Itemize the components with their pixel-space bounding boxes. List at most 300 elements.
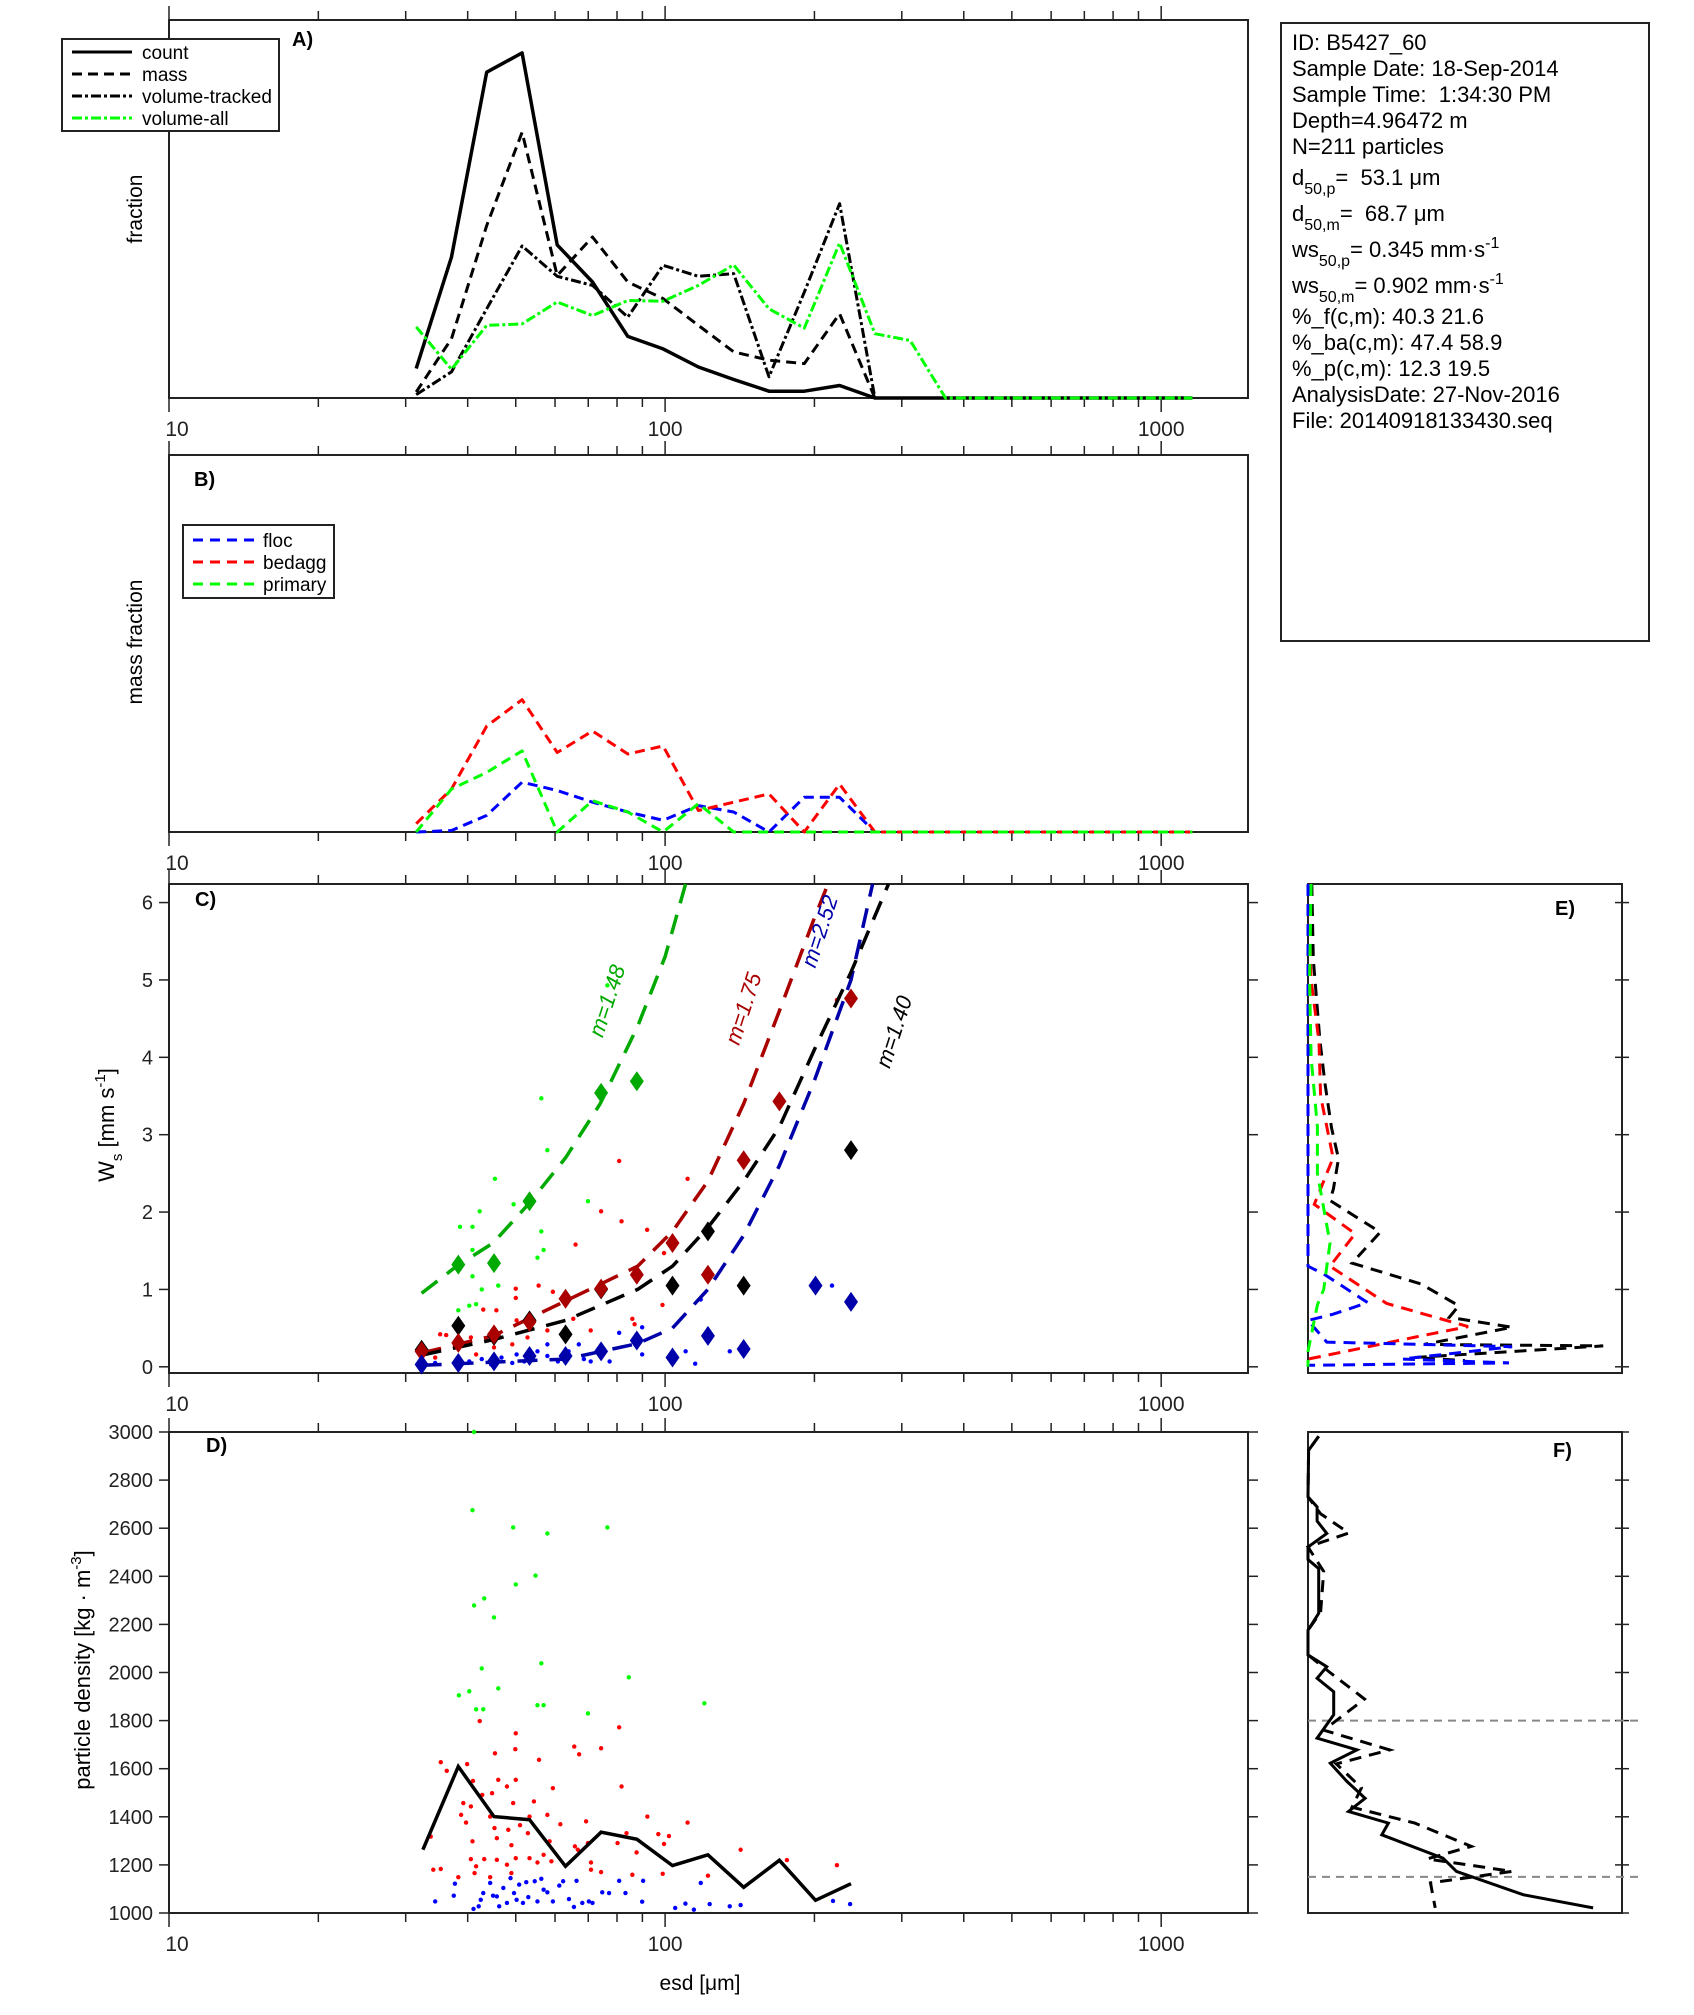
particle-point xyxy=(599,1209,603,1213)
particle-point xyxy=(496,1686,500,1690)
particle-point xyxy=(511,1525,515,1529)
y-tick-label: 1200 xyxy=(108,1854,153,1877)
particle-point xyxy=(706,1874,710,1878)
binned-mean-diamond xyxy=(415,1354,429,1374)
binned-mean-diamond xyxy=(701,1221,715,1241)
particle-point xyxy=(541,1853,545,1857)
panel-label-f: F) xyxy=(1553,1440,1572,1462)
particle-point xyxy=(619,1784,623,1788)
y-tick-label: 2000 xyxy=(108,1662,153,1685)
particle-point xyxy=(470,1508,474,1512)
binned-mean-diamond xyxy=(701,1326,715,1346)
x-tick-label: 100 xyxy=(647,852,683,875)
particle-point xyxy=(496,1778,500,1782)
particle-point xyxy=(513,1747,517,1751)
x-tick-label: 1000 xyxy=(1137,418,1185,441)
panel-label-c: C) xyxy=(195,889,217,911)
particle-point xyxy=(514,1296,518,1300)
panel-frame-f xyxy=(1308,1432,1622,1913)
particle-point xyxy=(514,1856,518,1860)
binned-mean-diamond xyxy=(559,1324,573,1344)
particle-point xyxy=(617,1159,621,1163)
y-tick-label: 5 xyxy=(141,969,153,992)
y-tick-label: 2200 xyxy=(108,1614,153,1637)
particle-point xyxy=(433,1899,437,1903)
particle-point xyxy=(640,1325,644,1329)
particle-point xyxy=(574,1879,578,1883)
particle-point xyxy=(514,1286,518,1290)
y-axis-label-d xyxy=(68,1550,95,1790)
particle-point xyxy=(541,1703,545,1707)
particle-point xyxy=(471,1907,475,1911)
particle-point xyxy=(634,1850,638,1854)
info-d50p xyxy=(1292,160,1648,196)
particle-point xyxy=(514,1778,518,1782)
info-pct-f: %_f(c,m): 40.3 21.6 xyxy=(1292,304,1484,329)
y-axis-label-b: mass fraction xyxy=(124,579,147,705)
particle-point xyxy=(496,1283,500,1287)
particle-point xyxy=(573,1242,577,1246)
particle-point xyxy=(617,1879,621,1883)
panel-frame-c xyxy=(169,884,1248,1373)
particle-point xyxy=(532,1799,536,1803)
info-sample-time: Sample Time: 1:34:30 PM xyxy=(1292,82,1552,107)
x-tick-label: 1000 xyxy=(1137,1393,1185,1416)
series-line-count xyxy=(416,53,1192,398)
particle-point xyxy=(514,1582,518,1586)
particle-point xyxy=(630,1873,634,1877)
info-pct-p: %_p(c,m): 12.3 19.5 xyxy=(1292,356,1491,381)
particle-point xyxy=(640,1352,644,1356)
particle-point xyxy=(524,1880,528,1884)
particle-point xyxy=(464,1820,468,1824)
x-tick-label: 1000 xyxy=(1137,1933,1185,1956)
info-analysis-date: AnalysisDate: 27-Nov-2016 xyxy=(1292,382,1560,407)
particle-point xyxy=(481,1307,485,1311)
particle-point xyxy=(692,1907,696,1911)
particle-point xyxy=(505,1862,509,1866)
particle-point xyxy=(472,1603,476,1607)
particle-point xyxy=(835,1863,839,1867)
y-tick-label: 3 xyxy=(141,1124,153,1147)
particle-point xyxy=(645,1228,649,1232)
series-line-bedagg xyxy=(416,700,1192,832)
info-file: File: 20140918133430.seq xyxy=(1292,408,1553,433)
particle-point xyxy=(492,1345,496,1349)
binned-mean-diamond xyxy=(594,1083,608,1103)
y-label-d-sup: -3 xyxy=(68,1556,85,1570)
info-sample-date: Sample Date: 18-Sep-2014 xyxy=(1292,56,1559,81)
particle-point xyxy=(510,1342,514,1346)
particle-point xyxy=(459,1813,463,1817)
mean-density-line xyxy=(423,1767,851,1901)
particle-point xyxy=(445,1769,449,1773)
info-d50m-sub: 50,m xyxy=(1304,217,1340,234)
panel-label-d: D) xyxy=(206,1435,228,1457)
particle-point xyxy=(615,1841,619,1845)
binned-mean-diamond xyxy=(451,1316,465,1336)
binned-mean-diamond xyxy=(737,1339,751,1359)
particle-point xyxy=(545,1531,549,1535)
particle-point xyxy=(514,1898,518,1902)
particle-point xyxy=(433,1355,437,1359)
binned-mean-diamond xyxy=(487,1351,501,1371)
particle-point xyxy=(510,1361,514,1365)
binned-mean-diamond xyxy=(666,1348,680,1368)
particle-point xyxy=(474,1707,478,1711)
y-label-c-base: W xyxy=(94,1161,119,1182)
particle-point xyxy=(453,1881,457,1885)
particle-point xyxy=(584,1819,588,1823)
particle-point xyxy=(599,1870,603,1874)
x-tick-label: 100 xyxy=(647,1933,683,1956)
info-ws50p-sup: -1 xyxy=(1485,235,1500,252)
profile-line xyxy=(1312,884,1603,1361)
y-label-d-base: particle density [kg · m xyxy=(70,1569,95,1790)
particle-point xyxy=(545,1813,549,1817)
particle-point xyxy=(470,1248,474,1252)
particle-point xyxy=(526,1895,530,1899)
particle-point xyxy=(567,1897,571,1901)
particle-point xyxy=(619,1219,623,1223)
particle-point xyxy=(509,1871,513,1875)
particle-point xyxy=(461,1801,465,1805)
particle-point xyxy=(590,1901,594,1905)
x-tick-label: 10 xyxy=(165,1393,189,1416)
particle-point xyxy=(662,1251,666,1255)
particle-point xyxy=(527,1856,531,1860)
y-label-c-end: ] xyxy=(94,1068,119,1075)
particle-point xyxy=(474,1352,478,1356)
particle-point xyxy=(539,1661,543,1665)
info-ws50m xyxy=(1292,268,1648,304)
legend-b xyxy=(183,525,334,598)
particle-point xyxy=(707,1902,711,1906)
particle-point xyxy=(509,1843,513,1847)
y-label-c-sub: s xyxy=(109,1153,126,1162)
particle-point xyxy=(438,1332,442,1336)
x-tick-label: 10 xyxy=(165,418,189,441)
particle-point xyxy=(457,1693,461,1697)
info-depth: Depth=4.96472 m xyxy=(1292,108,1468,133)
y-tick-label: 1600 xyxy=(108,1758,153,1781)
y-label-d-end: ] xyxy=(70,1550,95,1557)
particle-point xyxy=(624,1831,628,1835)
particle-point xyxy=(431,1868,435,1872)
particle-point xyxy=(641,1879,645,1883)
particle-point xyxy=(517,1882,521,1886)
x-tick-label: 100 xyxy=(647,1393,683,1416)
binned-mean-diamond xyxy=(844,1292,858,1312)
particle-point xyxy=(495,1858,499,1862)
particle-point xyxy=(685,1820,689,1824)
fit-curve xyxy=(422,884,828,1353)
particle-point xyxy=(662,1842,666,1846)
particle-point xyxy=(479,1898,483,1902)
particle-point xyxy=(539,1229,543,1233)
binned-mean-diamond xyxy=(666,1276,680,1296)
fit-label: m=1.48 xyxy=(583,961,631,1040)
fit-label: m=1.40 xyxy=(870,992,918,1071)
particle-point xyxy=(536,1283,540,1287)
particle-point xyxy=(660,1303,664,1307)
info-ws50m-value: = 0.902 mm·s xyxy=(1354,273,1490,298)
profile-line xyxy=(1308,884,1512,1365)
particle-point xyxy=(465,1762,469,1766)
y-tick-label: 0 xyxy=(141,1356,153,1379)
info-pct-ba: %_ba(c,m): 47.4 58.9 xyxy=(1292,330,1503,355)
info-d50m-value: = 68.7 μm xyxy=(1339,201,1445,226)
particle-point xyxy=(474,1864,478,1868)
particle-point xyxy=(501,1886,505,1890)
particle-point xyxy=(533,1879,537,1883)
particle-point xyxy=(728,1349,732,1353)
particle-point xyxy=(589,1860,593,1864)
profile-line xyxy=(1308,884,1468,1359)
particle-point xyxy=(656,1832,660,1836)
particle-point xyxy=(848,1902,852,1906)
particle-point xyxy=(480,1666,484,1670)
x-tick-label: 10 xyxy=(165,1933,189,1956)
info-d50p-sub: 50,p xyxy=(1304,181,1336,198)
binned-mean-diamond xyxy=(809,1276,823,1296)
particle-point xyxy=(470,1839,474,1843)
fit-label: m=2.52 xyxy=(796,892,843,971)
y-tick-label: 6 xyxy=(141,892,153,915)
panel-label-b: B) xyxy=(194,469,216,491)
particle-point xyxy=(537,1758,541,1762)
binned-mean-diamond xyxy=(451,1353,465,1373)
particle-point xyxy=(444,1333,448,1337)
binned-mean-diamond xyxy=(666,1233,680,1253)
y-tick-label: 4 xyxy=(141,1047,153,1070)
legend-label-bedagg: bedagg xyxy=(263,553,327,574)
particle-point xyxy=(469,1804,473,1808)
particle-point xyxy=(617,1331,621,1335)
binned-mean-diamond xyxy=(737,1150,751,1170)
particle-point xyxy=(533,1573,537,1577)
particle-point xyxy=(558,1822,562,1826)
binned-mean-diamond xyxy=(487,1253,501,1273)
info-ws50m-sub: 50,m xyxy=(1318,289,1355,306)
particle-point xyxy=(572,1744,576,1748)
particle-point xyxy=(702,1701,706,1705)
y-tick-label: 3000 xyxy=(108,1422,153,1444)
particle-point xyxy=(539,1096,543,1100)
particle-point xyxy=(577,1342,581,1346)
particle-point xyxy=(493,1177,497,1181)
particle-point xyxy=(582,1357,586,1361)
particle-point xyxy=(456,1308,460,1312)
particle-point xyxy=(495,1894,499,1898)
particle-point xyxy=(541,1248,545,1252)
particle-point xyxy=(467,1303,471,1307)
particle-point xyxy=(521,1901,525,1905)
particle-point xyxy=(477,1904,481,1908)
particle-point xyxy=(645,1814,649,1818)
particle-point xyxy=(630,1317,634,1321)
info-ws50p-base: ws xyxy=(1292,237,1319,262)
particle-point xyxy=(607,1359,611,1363)
particle-point xyxy=(580,1901,584,1905)
series-line-mass xyxy=(416,132,1192,398)
particle-point xyxy=(557,1883,561,1887)
particle-point xyxy=(470,1274,474,1278)
fit-curve xyxy=(422,884,686,1293)
sample-info-box xyxy=(1280,22,1650,642)
particle-point xyxy=(728,1904,732,1908)
particle-point xyxy=(535,1899,539,1903)
panel-label-e: E) xyxy=(1555,898,1575,920)
info-id: ID: B5427_60 xyxy=(1292,30,1427,55)
particle-point xyxy=(482,1596,486,1600)
particle-point xyxy=(480,1287,484,1291)
particle-point xyxy=(511,1202,515,1206)
particle-point xyxy=(482,1857,486,1861)
particle-point xyxy=(535,1860,539,1864)
x-axis-label-d: esd [μm] xyxy=(659,1972,741,1995)
y-tick-label: 2400 xyxy=(108,1566,153,1589)
particle-point xyxy=(506,1828,510,1832)
particle-point xyxy=(551,1786,555,1790)
particle-point xyxy=(488,1875,492,1879)
particle-point xyxy=(785,1858,789,1862)
particle-point xyxy=(541,1887,545,1891)
particle-point xyxy=(535,1349,539,1353)
particle-point xyxy=(667,1834,671,1838)
binned-mean-diamond xyxy=(701,1265,715,1285)
series-line-primary xyxy=(416,751,1192,832)
profile-line xyxy=(1308,1436,1512,1908)
binned-mean-diamond xyxy=(844,1140,858,1160)
particle-point xyxy=(685,1177,689,1181)
x-tick-label: 10 xyxy=(165,852,189,875)
y-label-c-mid: [mm s xyxy=(94,1087,119,1154)
y-tick-label: 2800 xyxy=(108,1470,153,1493)
series-line-volume-all xyxy=(416,243,1192,398)
panel-frame-a xyxy=(169,20,1248,398)
particle-point xyxy=(605,1525,609,1529)
particle-point xyxy=(683,1901,687,1905)
particle-point xyxy=(467,1689,471,1693)
panel-frame-b xyxy=(169,455,1248,832)
legend-label-count: count xyxy=(142,43,189,64)
particle-point xyxy=(589,1868,593,1872)
particle-point xyxy=(492,1615,496,1619)
particle-point xyxy=(469,1335,473,1339)
particle-point xyxy=(549,1859,553,1863)
particle-point xyxy=(693,1362,697,1366)
info-particle-count: N=211 particles xyxy=(1292,134,1444,159)
panel-frame-e xyxy=(1308,884,1622,1373)
particle-point xyxy=(491,1893,495,1897)
particle-point xyxy=(526,1831,530,1835)
particle-point xyxy=(456,1875,460,1879)
particle-point xyxy=(488,1881,492,1885)
particle-point xyxy=(499,1355,503,1359)
particle-point xyxy=(535,1703,539,1707)
info-d50m xyxy=(1292,196,1648,232)
info-d50m-base: d xyxy=(1292,201,1305,226)
particle-point xyxy=(514,1731,518,1735)
y-tick-label: 1000 xyxy=(108,1903,153,1925)
particle-point xyxy=(586,1199,590,1203)
legend-label-volume-tracked: volume-tracked xyxy=(142,87,272,108)
particle-point xyxy=(472,1430,476,1434)
legend-a xyxy=(62,39,279,131)
particle-point xyxy=(699,1881,703,1885)
binned-mean-diamond xyxy=(630,1331,644,1351)
particle-point xyxy=(627,1675,631,1679)
legend-label-floc: floc xyxy=(263,531,293,552)
particle-point xyxy=(683,1349,687,1353)
particle-point xyxy=(469,1857,473,1861)
y-tick-label: 1400 xyxy=(108,1806,153,1829)
particle-point xyxy=(511,1801,515,1805)
particle-point xyxy=(494,1308,498,1312)
y-tick-label: 1 xyxy=(141,1279,153,1302)
particle-point xyxy=(478,1209,482,1213)
y-tick-label: 2600 xyxy=(108,1518,153,1541)
x-tick-label: 1000 xyxy=(1137,852,1185,875)
binned-mean-diamond xyxy=(559,1346,573,1366)
particle-point xyxy=(738,1903,742,1907)
particle-point xyxy=(588,1359,592,1363)
particle-point xyxy=(492,1826,496,1830)
particle-point xyxy=(493,1751,497,1755)
particle-point xyxy=(525,1335,529,1339)
y-axis-label-c xyxy=(92,1068,126,1182)
info-d50p-base: d xyxy=(1292,165,1305,190)
particle-point xyxy=(514,1352,518,1356)
binned-mean-diamond xyxy=(559,1289,573,1309)
info-ws50p-sub: 50,p xyxy=(1318,253,1351,270)
particle-point xyxy=(586,1711,590,1715)
particle-point xyxy=(478,1719,482,1723)
particle-point xyxy=(497,1904,501,1908)
particle-point xyxy=(472,1871,476,1875)
particle-point xyxy=(632,1322,636,1326)
particle-point xyxy=(551,1899,555,1903)
particle-point xyxy=(545,1342,549,1346)
particle-point xyxy=(661,1872,665,1876)
particle-point xyxy=(830,1283,834,1287)
particle-point xyxy=(539,1877,543,1881)
panel-frame-d xyxy=(169,1432,1248,1913)
particle-point xyxy=(535,1256,539,1260)
particle-point xyxy=(600,1890,604,1894)
series-line-volume-tracked xyxy=(416,204,1192,398)
binned-mean-diamond xyxy=(844,989,858,1009)
particle-point xyxy=(439,1867,443,1871)
info-ws50m-sup: -1 xyxy=(1489,271,1504,288)
particle-point xyxy=(577,1752,581,1756)
particle-point xyxy=(571,1317,575,1321)
particle-point xyxy=(831,1899,835,1903)
particle-point xyxy=(738,1848,742,1852)
particle-point xyxy=(588,1328,592,1332)
particle-point xyxy=(573,1844,577,1848)
particle-point xyxy=(470,1225,474,1229)
particle-point xyxy=(545,1328,549,1332)
particle-point xyxy=(481,1891,485,1895)
y-tick-label: 2 xyxy=(141,1202,153,1225)
info-ws50p xyxy=(1292,232,1648,268)
particle-point xyxy=(673,1906,677,1910)
particle-point xyxy=(518,1823,522,1827)
binned-mean-diamond xyxy=(737,1276,751,1296)
y-tick-label: 1800 xyxy=(108,1710,153,1733)
